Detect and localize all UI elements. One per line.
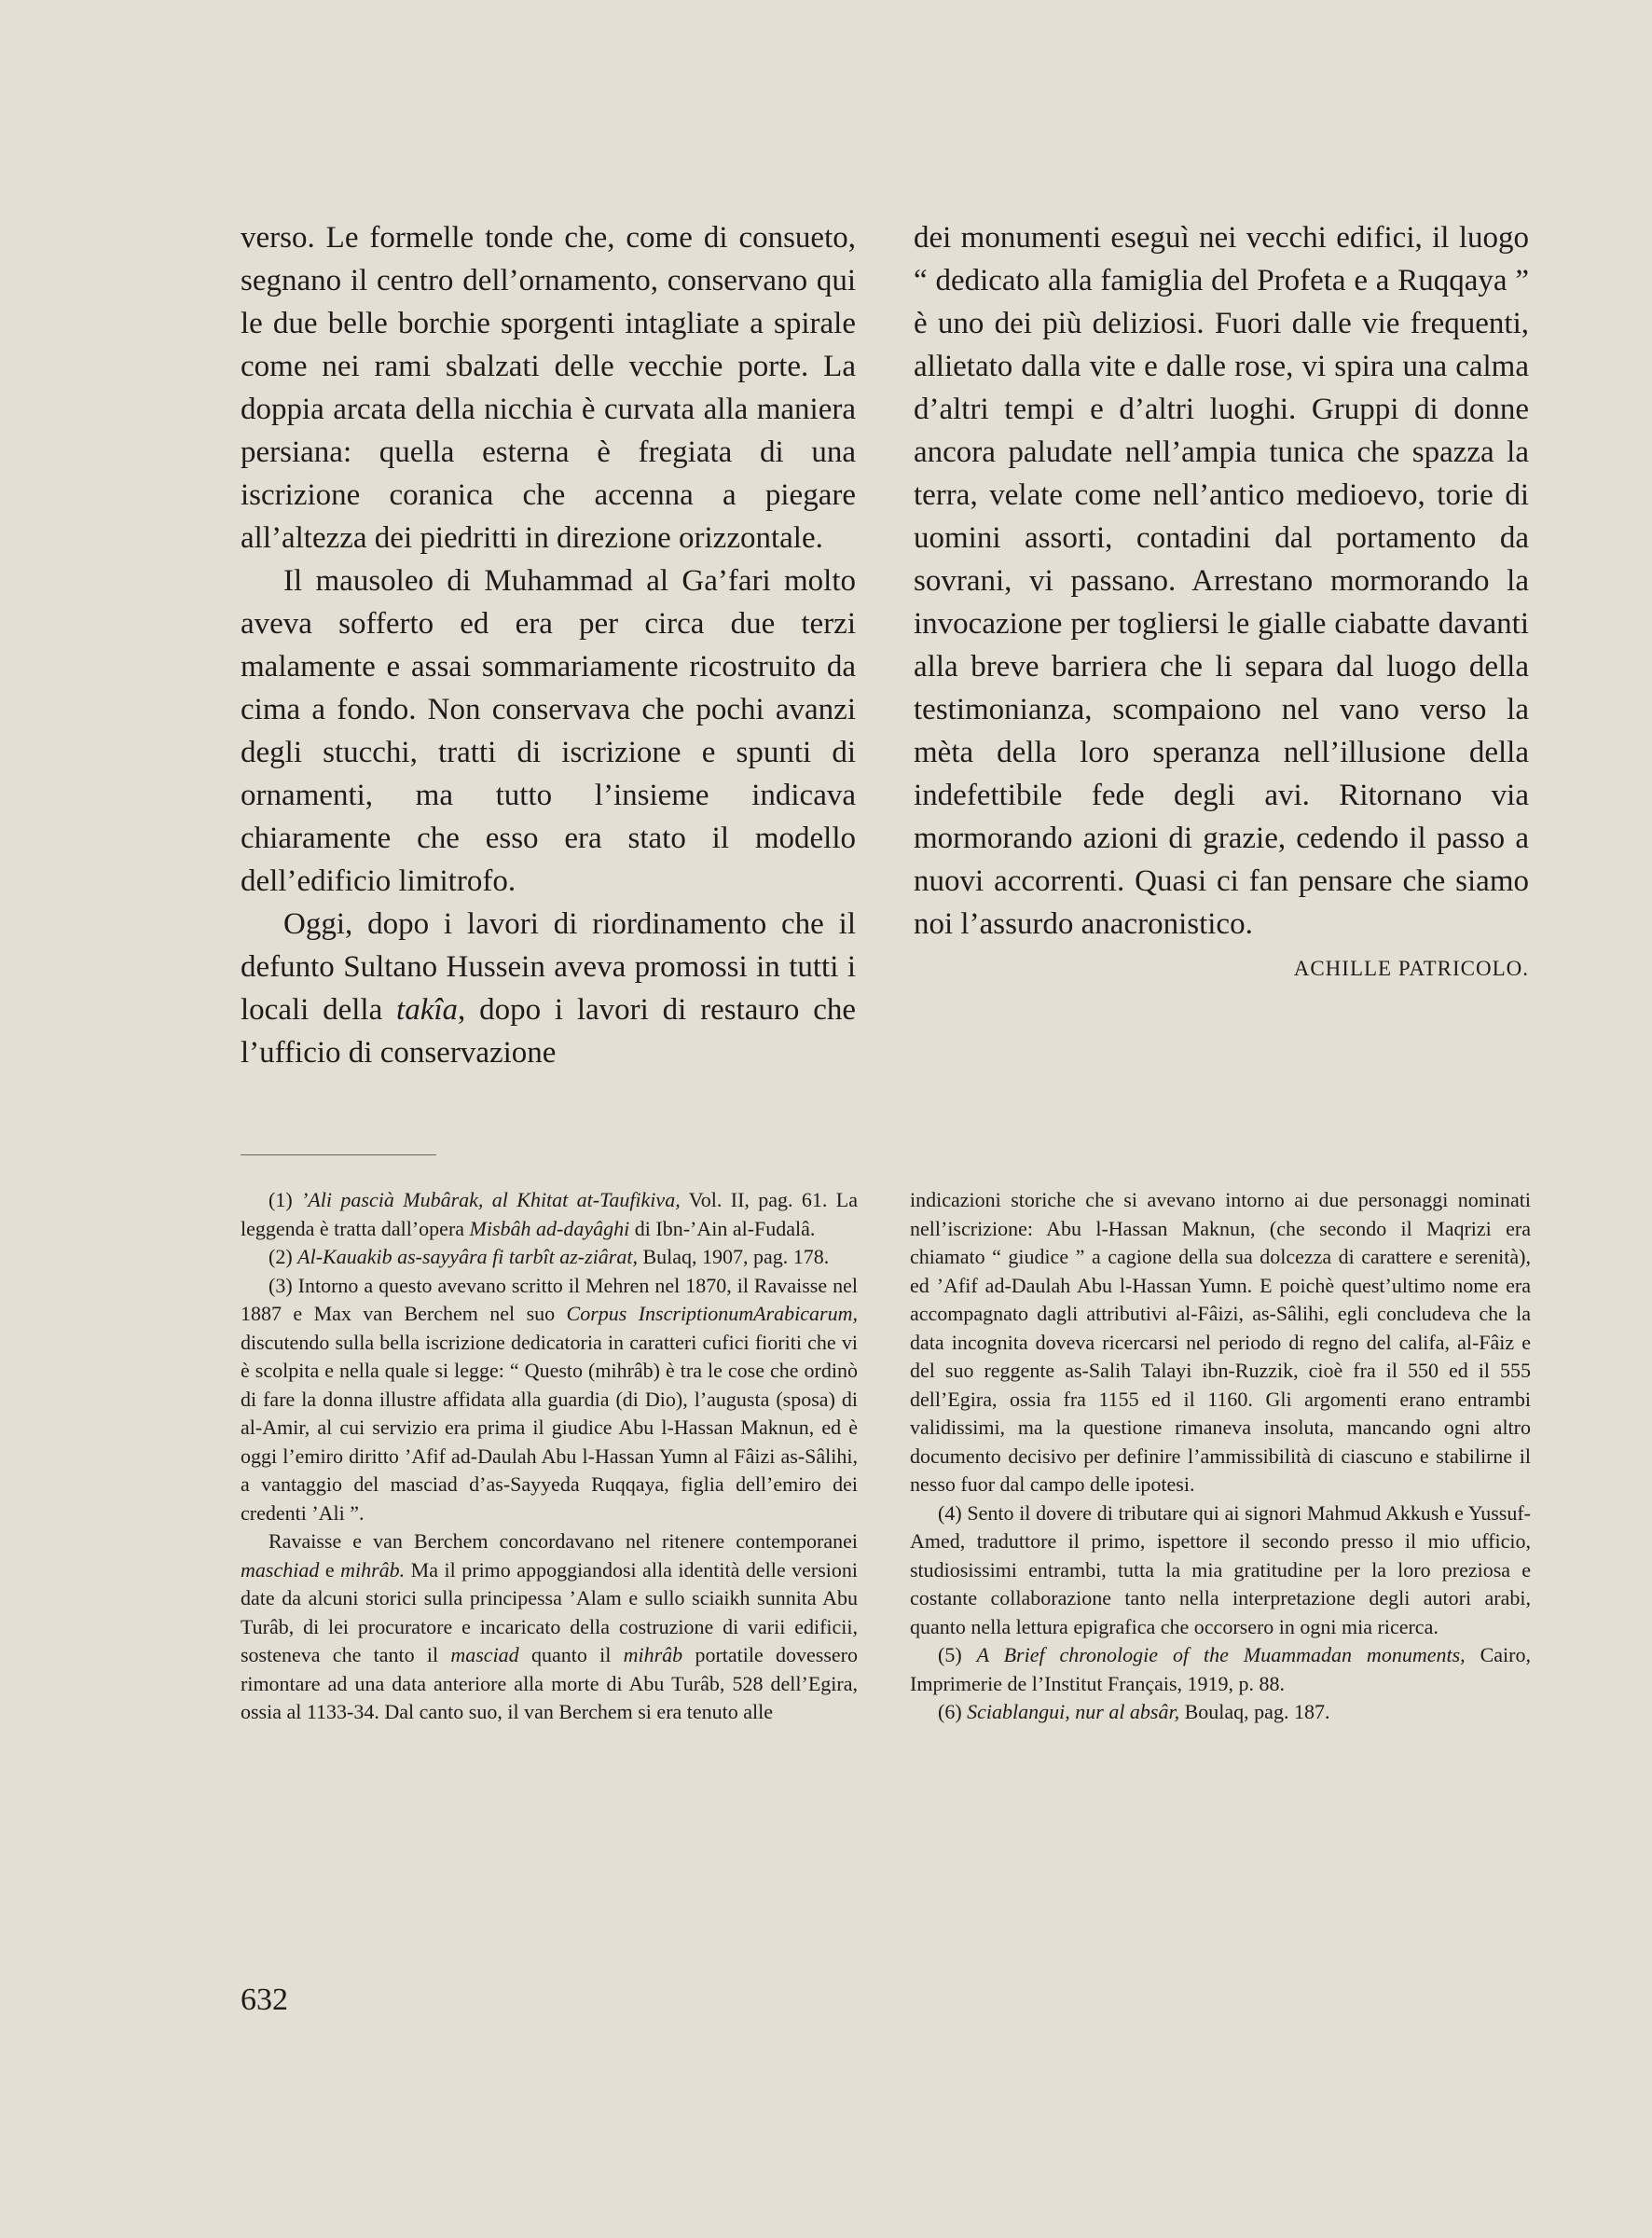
footnote-marker: (5) xyxy=(938,1643,977,1666)
footnote-4: (4) Sento il dovere di tributare qui ai signori Mahmud Akkush e Yussuf-Amed, traduttore il primo, ispettore il secondo presso il mio ufficio, studiosissimi entrambi, tutta la mia gratitudine per la loro preziosa e costante collaborazione tanto nella interpretazione degli autori arabi, quanto nella lettura epigrafica che occorsero in ogni mia ricerca. xyxy=(910,1500,1531,1638)
footnote-text: e xyxy=(319,1557,341,1582)
italic-term: maschiad xyxy=(241,1557,320,1582)
footnote-3 xyxy=(241,1272,858,1528)
footnote-text: Bulaq, 1907, pag. 178. xyxy=(637,1245,830,1268)
footnote-marker: (2) xyxy=(268,1245,298,1268)
footnote-text: quanto il xyxy=(518,1643,624,1666)
footnote-marker: (1) xyxy=(268,1188,302,1211)
footnote-citation: Sciablangui, nur al absâr, xyxy=(967,1700,1180,1723)
footnote-citation: A Brief chronologie of the Muammadan monuments, xyxy=(976,1643,1466,1666)
paragraph: Il mausoleo di Muhammad al Ga’fari molto aveva sofferto ed era per circa due terzi malamente e assai sommariamente ricostruito da cima a fondo. Non conservava che pochi avanzi degli stucchi, tratti di iscrizione e spunti di ornamenti, ma tutto l’insieme indicava chiaramente che esso era stato il modello dell’edificio limitrofo. xyxy=(241,564,856,898)
footnote-6 xyxy=(910,1698,1531,1727)
italic-term: mihrâb xyxy=(623,1643,683,1666)
footnote-citation: ’Ali pascià Mubârak, al Khitat at-Taufikiva, xyxy=(301,1188,681,1211)
footnote-text: Ravaisse e van Berchem concordavano nel ritenere contemporanei xyxy=(268,1529,858,1553)
footnote-text: Vol. II, pag. 61. La leggenda è tratta dall’opera xyxy=(241,1188,859,1240)
footnote-text: portatile dovessero rimontare ad una data anteriore alla morte di Abu Turâb, 528 dell’Egira, ossia al 1133-34. Dal canto suo, il van Berchem si era tenuto alle xyxy=(241,1643,858,1723)
footnote-text: Cairo, Imprimerie de l’Institut Français, 1919, p. 88. xyxy=(910,1643,1531,1695)
text-run: Oggi, dopo i lavori di riordinamento che il defunto Sultano Hussein aveva promossi in tutti i locali della xyxy=(241,907,856,1027)
paragraph: dei monumenti eseguì nei vecchi edifici, il luogo “ dedicato alla famiglia del Profeta e a Ruqqaya ” è uno dei più deliziosi. Fuori dalle vie frequenti, allietato dalla vite e dalle rose, vi spira una calma d’altri tempi e d’altri luoghi. Gruppi di donne ancora paludate nell’ampia tunica che spazza la terra, velate come nell’antico medioevo, torie di uomini assorti, contadini dal portamento da sovrani, vi passano. Arrestano mormorando la invocazione per togliersi le gialle ciabatte davanti alla breve barriera che li separa dal luogo della testimonianza, scompaiono nel vano verso la mèta della loro speranza nell’illusione della indefettibile fede degli avi. Ritornano via mormorando azioni di grazie, cedendo il passo a nuovi accorrenti. Quasi ci fan pensare che siamo noi l’assurdo anacronistico. xyxy=(914,221,1529,941)
footnote-text: (3) Intorno a questo avevano scritto il Mehren nel 1870, il Ravaisse nel 1887 e Max van Berchem nel suo xyxy=(241,1273,858,1325)
footnote-citation: Misbâh ad-dayâghi xyxy=(469,1216,630,1240)
italic-term: masciad xyxy=(450,1643,519,1666)
footnotes-left xyxy=(241,1186,858,1727)
left-text-column xyxy=(241,216,856,1074)
footnote-marker: (6) xyxy=(938,1700,968,1723)
page-number: 632 xyxy=(241,1982,288,2017)
footnote-3-continuation: indicazioni storiche che si avevano intorno ai due personaggi nominati nell’iscrizione: Abu l-Hassan Maknun, (che secondo il Maqrizi era chiamato “ giudice ” a cagione della sua dolcezza di carattere e serenità), ed ’Afif ad-Daulah Abu l-Hassan Yumn. E poichè quest’ultimo nome era accompagnato dagli attributivi al-Fâizi, as-Sâlihi, egli concludeva che la data incognita doveva ricercarsi nel periodo di regno del califa, al-Fâiz e del suo reggente as-Salih Talayi ibn-Ruzzik, cioè fra il 550 ed il 555 dell’Egira, ossia fra 1155 ed il 1160. Gli argomenti erano entrambi validissimi, ma la questione rimaneva insoluta, mancando ogni altro documento decisivo per definire l’ammissibilità di ciascuno e stabilirne il nesso fuor dal campo delle ipotesi. xyxy=(910,1188,1531,1496)
paragraph xyxy=(241,903,856,1074)
footnote-text: Ma il primo appoggiandosi alla identità delle versioni date da alcuni storici sulla principessa ’Alam e sullo sciaikh sunnita Abu Turâb, di lei procuratore e incaricato della costruzione di varii edificii, sosteneva che tanto il xyxy=(241,1557,859,1666)
footnote-divider xyxy=(241,1154,436,1155)
footnote-5 xyxy=(910,1641,1531,1698)
italic-term: takîa xyxy=(396,993,459,1027)
footnote-text: Boulaq, pag. 187. xyxy=(1179,1700,1330,1723)
footnotes-right xyxy=(910,1186,1531,1727)
footnote-citation: Corpus InscriptionumArabicarum, xyxy=(566,1302,858,1325)
right-text-column xyxy=(914,216,1529,981)
footnote-text: di Ibn-’Ain al-Fudalâ. xyxy=(629,1216,816,1240)
text-run: , dopo i lavori di restauro che l’ufficio di conservazione xyxy=(241,993,856,1070)
footnote-citation: Al-Kauakib as-sayyâra fi tarbît az-ziârat, xyxy=(297,1245,638,1268)
footnote-text: discutendo sulla bella iscrizione dedicatoria in caratteri cufici fioriti che vi è scolpita e nella quale si legge: “ Questo (mihrâb) è tra le cose che ordinò di fare la donna illustre affidata alla guardia (di Dio), l’augusta (sposa) di al-Amir, al cui servizio era prima il giudice Abu l-Hassan Maknun, ed è oggi l’emiro diritto ’Afif ad-Daulah Abu l-Hassan Yumn al Fâizi as-Sâlihi, a vantaggio del masciad d’as-Sayyeda Ruqqaya, figlia dell’emiro dei credenti ’Ali ”. xyxy=(241,1330,858,1525)
paragraph: verso. Le formelle tonde che, come di consueto, segnano il centro dell’ornamento, conservano qui le due belle borchie sporgenti intagliate a spirale come nei rami sbalzati delle vecchie porte. La doppia arcata della nicchia è curvata alla maniera persiana: quella esterna è fregiata di una iscrizione coranica che accenna a piegare all’altezza dei piedritti in direzione orizzontale. xyxy=(241,221,856,555)
footnote-2 xyxy=(241,1243,858,1272)
italic-term: mihrâb. xyxy=(340,1557,406,1582)
footnote-1 xyxy=(241,1186,858,1243)
footnote-3-continued xyxy=(241,1527,858,1727)
author-signature: ACHILLE PATRICOLO. xyxy=(1293,957,1529,980)
